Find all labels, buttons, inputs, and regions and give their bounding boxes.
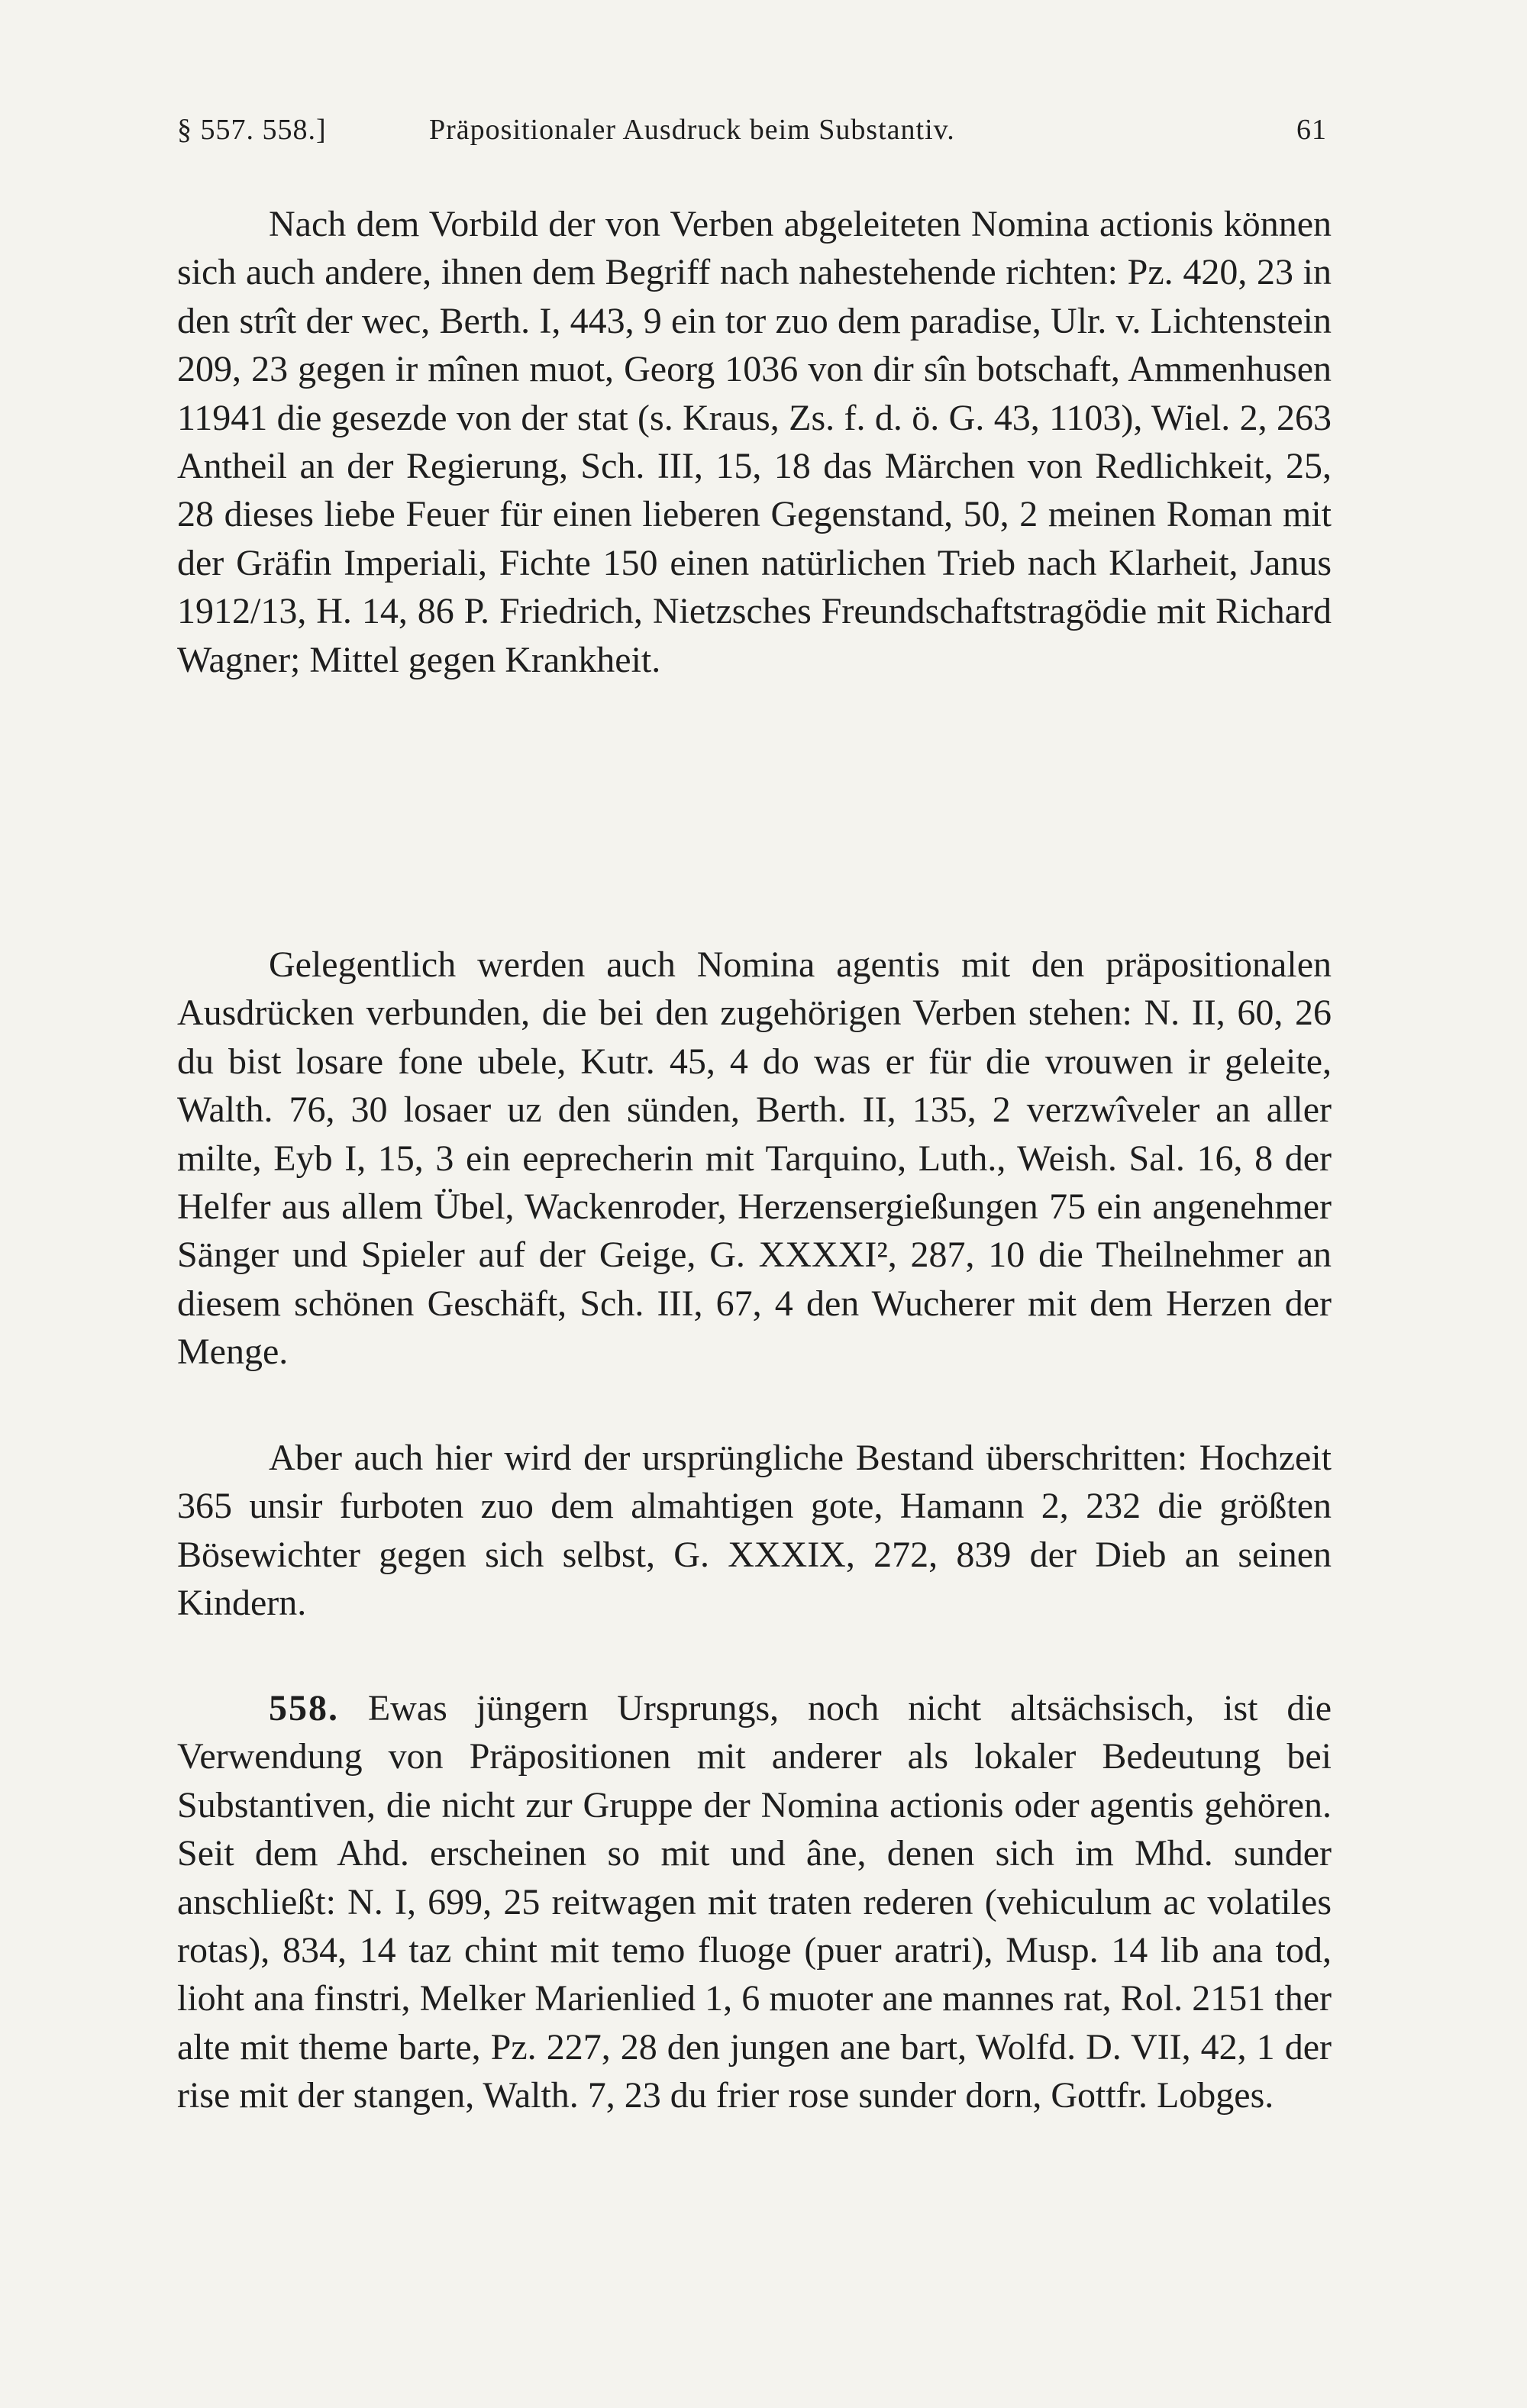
section-number: 558.	[269, 1688, 339, 1729]
paragraph-nomina-agentis	[177, 941, 1332, 1377]
paragraph-bestand	[177, 1434, 1332, 1628]
section-reference: § 557. 558.]	[177, 114, 327, 146]
page-number: 61	[1296, 114, 1327, 146]
paragraph-text: Nach dem Vorbild der von Verben abgeleiteten Nomina actionis können sich auch andere, ihnen dem Begriff nach nahestehende richten: Pz. 420, 23 in den strît der wec, Berth. I, 443, 9 ein tor zuo dem paradise, Ulr. v. Lichtenstein 209, 23 gegen ir mînen muot, Georg 1036 von dir sîn botschaft, Ammenhusen 11941 die gesezde von der stat (s. Kraus, Zs. f. d. ö. G. 43, 1103), Wiel. 2, 263 Antheil an der Regierung, Sch. III, 15, 18 das Märchen von Redlichkeit, 25, 28 dieses liebe Feuer für einen lieberen Gegenstand, 50, 2 meinen Roman mit der Gräfin Imperiali, Fichte 150 einen natürlichen Trieb nach Klarheit, Janus 1912/13, H. 14, 86 P. Friedrich, Nietzsches Freundschaftstragödie mit Richard Wagner; Mittel gegen Krankheit.	[177, 204, 1332, 680]
paragraph-text: Aber auch hier wird der ursprüngliche Bestand überschritten: Hochzeit 365 unsir furboten zuo dem almahtigen gote, Hamann 2, 232 die größten Bösewichter gegen sich selbst, G. XXXIX, 272, 839 der Dieb an seinen Kindern.	[177, 1438, 1332, 1624]
book-page	[177, 107, 1332, 2367]
running-title: Präpositionaler Ausdruck beim Substantiv.	[429, 114, 955, 146]
paragraph-558	[177, 1684, 1332, 2120]
paragraph-text: Ewas jüngern Ursprungs, noch nicht altsächsisch, ist die Verwendung von Präpositionen mit anderer als lokaler Bedeutung bei Substantiven, die nicht zur Gruppe der Nomina actionis oder agentis gehören. Seit dem Ahd. erscheinen so mit und âne, denen sich im Mhd. sunder anschließt: N. I, 699, 25 reitwagen mit traten rederen (vehiculum ac volatiles rotas), 834, 14 taz chint mit temo fluoge (puer aratri), Musp. 14 lib ana tod, lioht ana finstri, Melker Marienlied 1, 6 muoter ane mannes rat, Rol. 2151 ther alte mit theme barte, Pz. 227, 28 den jungen ane bart, Wolfd. D. VII, 42, 1 der rise mit der stangen, Walth. 7, 23 du frier rose sunder dorn, Gottfr. Lobges.	[177, 1688, 1332, 2116]
running-head	[177, 107, 1332, 153]
paragraph-text: Gelegentlich werden auch Nomina agentis mit den präpositionalen Ausdrücken verbunden, die bei den zugehörigen Verben stehen: N. II, 60, 26 du bist losare fone ubele, Kutr. 45, 4 do was er für die vrouwen ir geleite, Walth. 76, 30 losaer uz den sünden, Berth. II, 135, 2 verzwîveler an aller milte, Eyb I, 15, 3 ein eeprecherin mit Tarquino, Luth., Weish. Sal. 16, 8 der Helfer aus allem Übel, Wackenroder, Herzensergießungen 75 ein angenehmer Sänger und Spieler auf der Geige, G. XXXXI², 287, 10 die Theilnehmer an diesem schönen Geschäft, Sch. III, 67, 4 den Wucherer mit dem Herzen der Menge.	[177, 944, 1332, 1373]
paragraph-nomina-actionis	[177, 200, 1332, 684]
